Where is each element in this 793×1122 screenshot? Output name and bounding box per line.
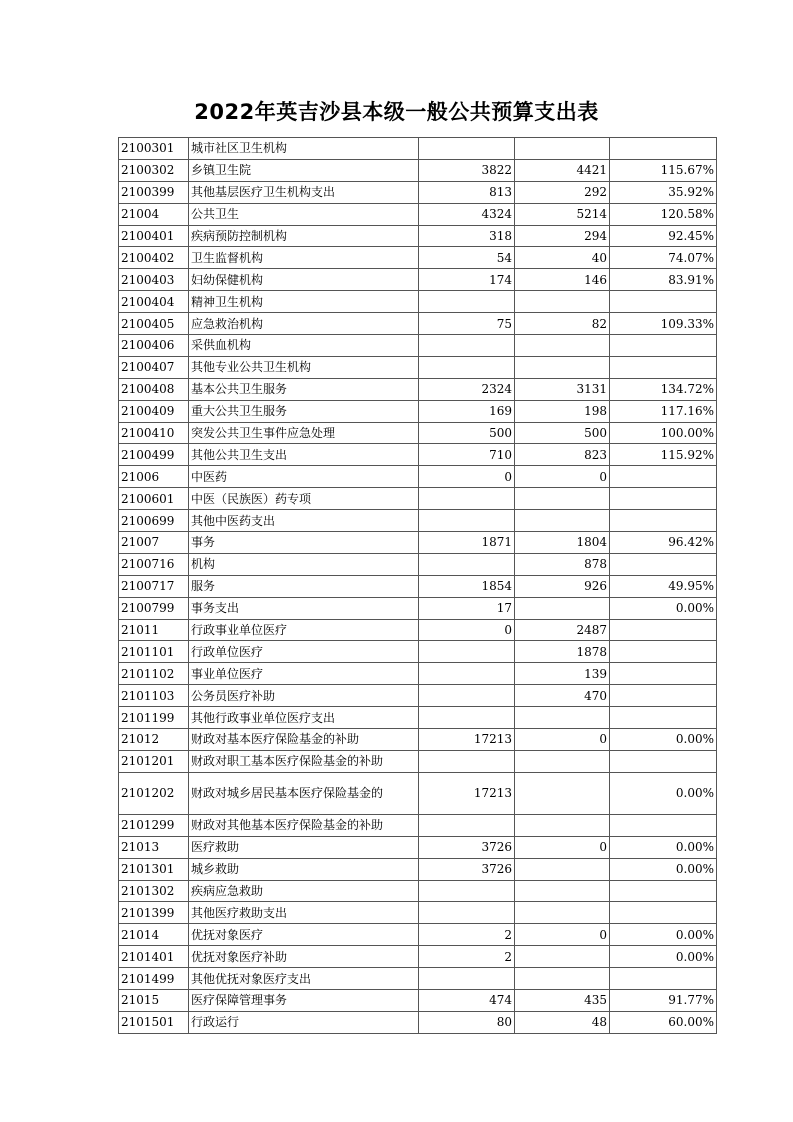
subject-code-cell: 2100409 (119, 400, 189, 422)
rate-cell: 0.00% (610, 924, 717, 946)
amount-prior-cell (419, 707, 515, 729)
subject-code-cell: 2101202 (119, 772, 189, 814)
table-row (119, 269, 717, 291)
table-row (119, 772, 717, 814)
rate-cell (610, 138, 717, 160)
amount-current-cell: 294 (515, 225, 610, 247)
subject-code-cell: 2100716 (119, 553, 189, 575)
subject-name-cell: 重大公共卫生服务 (189, 400, 419, 422)
rate-cell: 134.72% (610, 378, 717, 400)
rate-cell: 109.33% (610, 313, 717, 335)
table-row (119, 422, 717, 444)
amount-current-cell (515, 772, 610, 814)
amount-current-cell (515, 510, 610, 532)
amount-current-cell: 292 (515, 181, 610, 203)
amount-current-cell: 500 (515, 422, 610, 444)
rate-cell: 35.92% (610, 181, 717, 203)
amount-current-cell (515, 291, 610, 313)
rate-cell: 115.67% (610, 159, 717, 181)
rate-cell: 0.00% (610, 597, 717, 619)
subject-code-cell: 21013 (119, 836, 189, 858)
table-row (119, 685, 717, 707)
amount-prior-cell: 2324 (419, 378, 515, 400)
amount-current-cell (515, 902, 610, 924)
table-row (119, 858, 717, 880)
amount-current-cell: 435 (515, 989, 610, 1011)
subject-code-cell: 2100302 (119, 159, 189, 181)
rate-cell: 60.00% (610, 1011, 717, 1033)
table-row (119, 750, 717, 772)
subject-name-cell: 优抚对象医疗补助 (189, 946, 419, 968)
amount-prior-cell (419, 814, 515, 836)
amount-prior-cell (419, 335, 515, 357)
subject-name-cell: 其他中医药支出 (189, 510, 419, 532)
amount-prior-cell: 17213 (419, 772, 515, 814)
amount-prior-cell: 80 (419, 1011, 515, 1033)
subject-code-cell: 2100301 (119, 138, 189, 160)
amount-prior-cell: 2 (419, 946, 515, 968)
rate-cell: 117.16% (610, 400, 717, 422)
table-row (119, 510, 717, 532)
amount-current-cell (515, 858, 610, 880)
table-row (119, 225, 717, 247)
subject-name-cell: 行政事业单位医疗 (189, 619, 419, 641)
subject-name-cell: 优抚对象医疗 (189, 924, 419, 946)
table-row (119, 641, 717, 663)
amount-prior-cell: 2 (419, 924, 515, 946)
rate-cell: 96.42% (610, 532, 717, 554)
rate-cell: 91.77% (610, 989, 717, 1011)
table-row (119, 466, 717, 488)
amount-current-cell: 2487 (515, 619, 610, 641)
amount-prior-cell: 3726 (419, 836, 515, 858)
subject-name-cell: 精神卫生机构 (189, 291, 419, 313)
amount-current-cell: 139 (515, 663, 610, 685)
subject-name-cell: 城市社区卫生机构 (189, 138, 419, 160)
amount-prior-cell: 474 (419, 989, 515, 1011)
amount-current-cell: 470 (515, 685, 610, 707)
subject-code-cell: 2100799 (119, 597, 189, 619)
table-row (119, 335, 717, 357)
amount-prior-cell: 3822 (419, 159, 515, 181)
table-row (119, 203, 717, 225)
subject-name-cell: 其他专业公共卫生机构 (189, 356, 419, 378)
rate-cell (610, 291, 717, 313)
subject-name-cell: 其他公共卫生支出 (189, 444, 419, 466)
budget-table-body (119, 138, 717, 1034)
amount-prior-cell: 4324 (419, 203, 515, 225)
subject-name-cell: 事务 (189, 532, 419, 554)
subject-name-cell: 行政运行 (189, 1011, 419, 1033)
rate-cell (610, 641, 717, 663)
rate-cell: 120.58% (610, 203, 717, 225)
amount-current-cell: 82 (515, 313, 610, 335)
subject-code-cell: 2100401 (119, 225, 189, 247)
amount-current-cell: 48 (515, 1011, 610, 1033)
rate-cell (610, 902, 717, 924)
amount-prior-cell: 813 (419, 181, 515, 203)
page-title: 2022年英吉沙县本级一般公共预算支出表 (194, 100, 599, 124)
amount-prior-cell (419, 750, 515, 772)
subject-name-cell: 乡镇卫生院 (189, 159, 419, 181)
amount-current-cell: 3131 (515, 378, 610, 400)
subject-code-cell: 2101101 (119, 641, 189, 663)
amount-prior-cell: 318 (419, 225, 515, 247)
amount-current-cell: 0 (515, 466, 610, 488)
budget-table (118, 137, 717, 1034)
table-row (119, 159, 717, 181)
subject-name-cell: 医疗救助 (189, 836, 419, 858)
subject-code-cell: 2101399 (119, 902, 189, 924)
subject-code-cell: 2101201 (119, 750, 189, 772)
subject-code-cell: 2100404 (119, 291, 189, 313)
amount-prior-cell (419, 880, 515, 902)
amount-current-cell (515, 946, 610, 968)
subject-name-cell: 妇幼保健机构 (189, 269, 419, 291)
subject-name-cell: 突发公共卫生事件应急处理 (189, 422, 419, 444)
rate-cell (610, 814, 717, 836)
subject-name-cell: 其他基层医疗卫生机构支出 (189, 181, 419, 203)
subject-code-cell: 21007 (119, 532, 189, 554)
subject-code-cell: 2100407 (119, 356, 189, 378)
amount-prior-cell (419, 138, 515, 160)
amount-prior-cell (419, 663, 515, 685)
subject-name-cell: 事业单位医疗 (189, 663, 419, 685)
rate-cell (610, 335, 717, 357)
table-row (119, 1011, 717, 1033)
amount-current-cell: 5214 (515, 203, 610, 225)
amount-current-cell (515, 138, 610, 160)
table-row (119, 989, 717, 1011)
subject-name-cell: 应急救治机构 (189, 313, 419, 335)
table-row (119, 378, 717, 400)
table-row (119, 532, 717, 554)
subject-code-cell: 2100403 (119, 269, 189, 291)
amount-prior-cell: 710 (419, 444, 515, 466)
amount-prior-cell: 0 (419, 619, 515, 641)
amount-current-cell: 878 (515, 553, 610, 575)
subject-name-cell: 其他医疗救助支出 (189, 902, 419, 924)
subject-name-cell: 基本公共卫生服务 (189, 378, 419, 400)
subject-name-cell: 财政对其他基本医疗保险基金的补助 (189, 814, 419, 836)
rate-cell (610, 553, 717, 575)
subject-code-cell: 2100402 (119, 247, 189, 269)
subject-code-cell: 2100717 (119, 575, 189, 597)
subject-name-cell: 中医（民族医）药专项 (189, 488, 419, 510)
amount-current-cell (515, 968, 610, 990)
subject-code-cell: 21006 (119, 466, 189, 488)
amount-current-cell: 926 (515, 575, 610, 597)
rate-cell: 100.00% (610, 422, 717, 444)
table-row (119, 444, 717, 466)
amount-prior-cell: 174 (419, 269, 515, 291)
table-row (119, 181, 717, 203)
subject-name-cell: 公共卫生 (189, 203, 419, 225)
table-row (119, 597, 717, 619)
amount-prior-cell: 54 (419, 247, 515, 269)
rate-cell: 83.91% (610, 269, 717, 291)
subject-name-cell: 中医药 (189, 466, 419, 488)
amount-prior-cell (419, 553, 515, 575)
subject-code-cell: 2100408 (119, 378, 189, 400)
subject-name-cell: 其他优抚对象医疗支出 (189, 968, 419, 990)
table-row (119, 663, 717, 685)
amount-prior-cell (419, 968, 515, 990)
rate-cell: 0.00% (610, 946, 717, 968)
amount-prior-cell: 169 (419, 400, 515, 422)
subject-code-cell: 21012 (119, 729, 189, 751)
table-row (119, 488, 717, 510)
rate-cell (610, 750, 717, 772)
subject-name-cell: 城乡救助 (189, 858, 419, 880)
amount-prior-cell (419, 488, 515, 510)
subject-name-cell: 采供血机构 (189, 335, 419, 357)
subject-code-cell: 2101302 (119, 880, 189, 902)
amount-current-cell (515, 597, 610, 619)
rate-cell (610, 488, 717, 510)
table-row (119, 619, 717, 641)
table-row (119, 946, 717, 968)
amount-current-cell (515, 488, 610, 510)
table-row (119, 575, 717, 597)
subject-name-cell: 财政对城乡居民基本医疗保险基金的 (189, 772, 419, 814)
amount-current-cell (515, 335, 610, 357)
rate-cell: 0.00% (610, 836, 717, 858)
subject-code-cell: 2100410 (119, 422, 189, 444)
subject-name-cell: 事务支出 (189, 597, 419, 619)
amount-prior-cell: 0 (419, 466, 515, 488)
table-row (119, 968, 717, 990)
amount-current-cell: 4421 (515, 159, 610, 181)
rate-cell: 115.92% (610, 444, 717, 466)
table-row (119, 247, 717, 269)
table-row (119, 291, 717, 313)
subject-code-cell: 2101401 (119, 946, 189, 968)
amount-current-cell: 0 (515, 836, 610, 858)
amount-current-cell (515, 814, 610, 836)
amount-current-cell: 198 (515, 400, 610, 422)
subject-name-cell: 服务 (189, 575, 419, 597)
rate-cell: 49.95% (610, 575, 717, 597)
amount-current-cell (515, 750, 610, 772)
amount-prior-cell: 1854 (419, 575, 515, 597)
rate-cell: 0.00% (610, 858, 717, 880)
table-row (119, 356, 717, 378)
subject-code-cell: 2101299 (119, 814, 189, 836)
subject-code-cell: 2100601 (119, 488, 189, 510)
amount-prior-cell (419, 641, 515, 663)
amount-current-cell: 1804 (515, 532, 610, 554)
subject-code-cell: 21015 (119, 989, 189, 1011)
table-row (119, 880, 717, 902)
amount-prior-cell: 500 (419, 422, 515, 444)
rate-cell: 0.00% (610, 729, 717, 751)
rate-cell (610, 663, 717, 685)
amount-prior-cell: 3726 (419, 858, 515, 880)
subject-code-cell: 2101499 (119, 968, 189, 990)
subject-name-cell: 公务员医疗补助 (189, 685, 419, 707)
subject-code-cell: 2101103 (119, 685, 189, 707)
amount-current-cell: 823 (515, 444, 610, 466)
amount-prior-cell: 1871 (419, 532, 515, 554)
rate-cell (610, 466, 717, 488)
subject-name-cell: 财政对基本医疗保险基金的补助 (189, 729, 419, 751)
table-row (119, 902, 717, 924)
subject-code-cell: 2100499 (119, 444, 189, 466)
rate-cell (610, 707, 717, 729)
table-row (119, 729, 717, 751)
amount-prior-cell (419, 510, 515, 532)
rate-cell (610, 510, 717, 532)
rate-cell (610, 685, 717, 707)
subject-name-cell: 财政对职工基本医疗保险基金的补助 (189, 750, 419, 772)
table-row (119, 836, 717, 858)
amount-current-cell: 40 (515, 247, 610, 269)
table-row (119, 553, 717, 575)
rate-cell (610, 619, 717, 641)
subject-code-cell: 21004 (119, 203, 189, 225)
table-row (119, 313, 717, 335)
amount-current-cell: 1878 (515, 641, 610, 663)
amount-current-cell (515, 880, 610, 902)
subject-name-cell: 机构 (189, 553, 419, 575)
table-row (119, 707, 717, 729)
subject-code-cell: 21014 (119, 924, 189, 946)
amount-prior-cell (419, 291, 515, 313)
subject-name-cell: 其他行政事业单位医疗支出 (189, 707, 419, 729)
amount-current-cell (515, 707, 610, 729)
rate-cell: 92.45% (610, 225, 717, 247)
amount-current-cell: 0 (515, 924, 610, 946)
amount-current-cell (515, 356, 610, 378)
rate-cell: 74.07% (610, 247, 717, 269)
amount-prior-cell (419, 685, 515, 707)
rate-cell: 0.00% (610, 772, 717, 814)
subject-code-cell: 2100406 (119, 335, 189, 357)
subject-code-cell: 2101501 (119, 1011, 189, 1033)
amount-current-cell: 0 (515, 729, 610, 751)
subject-code-cell: 2100405 (119, 313, 189, 335)
subject-name-cell: 疾病应急救助 (189, 880, 419, 902)
table-row (119, 138, 717, 160)
subject-name-cell: 疾病预防控制机构 (189, 225, 419, 247)
rate-cell (610, 356, 717, 378)
subject-name-cell: 卫生监督机构 (189, 247, 419, 269)
rate-cell (610, 880, 717, 902)
table-row (119, 924, 717, 946)
table-row (119, 814, 717, 836)
table-row (119, 400, 717, 422)
subject-code-cell: 2101102 (119, 663, 189, 685)
amount-prior-cell: 75 (419, 313, 515, 335)
subject-code-cell: 2100699 (119, 510, 189, 532)
amount-prior-cell (419, 356, 515, 378)
subject-name-cell: 医疗保障管理事务 (189, 989, 419, 1011)
subject-code-cell: 2101199 (119, 707, 189, 729)
amount-prior-cell (419, 902, 515, 924)
subject-code-cell: 2101301 (119, 858, 189, 880)
rate-cell (610, 968, 717, 990)
subject-code-cell: 21011 (119, 619, 189, 641)
amount-prior-cell: 17 (419, 597, 515, 619)
amount-current-cell: 146 (515, 269, 610, 291)
subject-name-cell: 行政单位医疗 (189, 641, 419, 663)
amount-prior-cell: 17213 (419, 729, 515, 751)
subject-code-cell: 2100399 (119, 181, 189, 203)
